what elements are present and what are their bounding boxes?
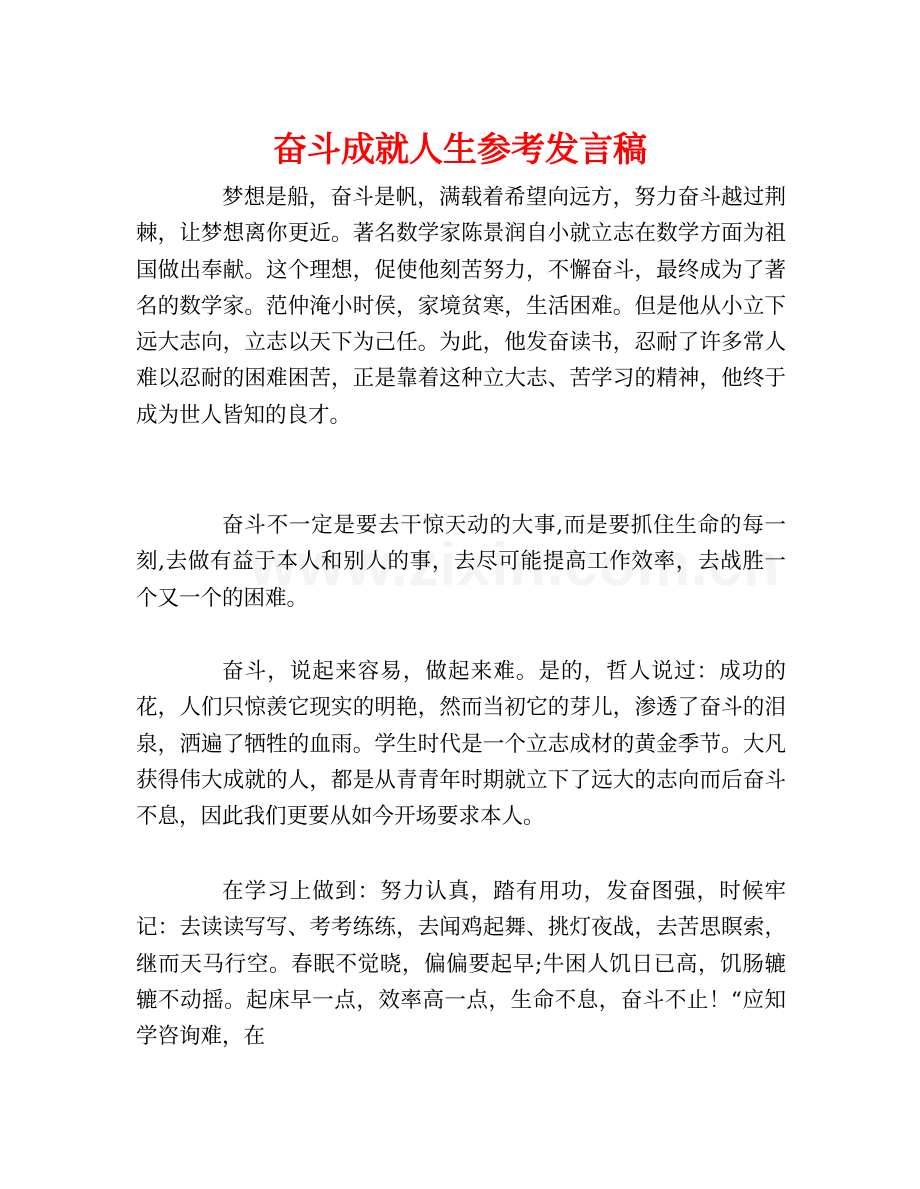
- document-title: 奋斗成就人生参考发言稿: [273, 130, 647, 170]
- paragraph-3: 奋斗，说起来容易，做起来难。是的，哲人说过：成功的花，人们只惊羡它现实的明艳，然而当初它的芽儿，渗透了奋斗的泪泉，洒遍了牺牲的血雨。学生时代是一个立志成材的黄金季节。大凡获得伟大成就的人，都是从青青年时期就立下了远大的志向而后奋斗不息，因此我们更要从如今开场要求本人。: [136, 659, 786, 830]
- paragraph-2: 奋斗不一定是要去干惊天动的大事,而是要抓住生命的每一刻,去做有益于本人和别人的事，去尽可能提高工作效率，去战胜一个又一个的困难。: [136, 513, 786, 611]
- paragraph-1: 梦想是船，奋斗是帆，满载着希望向远方，努力奋斗越过荆棘，让梦想离你更近。著名数学家陈景润自小就立志在数学方面为祖国做出奉献。这个理想，促使他刻苦努力，不懈奋斗，最终成为了著名的数学家。范仲淹小时侯，家境贫寒，生活困难。但是他从小立下远大志向，立志以天下为己任。为此，他发奋读书，忍耐了许多常人难以忍耐的困难困苦，正是靠着这种立大志、苦学习的精神，他终于成为世人皆知的良才。: [136, 185, 786, 428]
- paragraph-4: 在学习上做到：努力认真，踏有用功，发奋图强，时候牢记：去读读写写、考考练练，去闻鸡起舞、挑灯夜战，去苦思瞑索，继而天马行空。春眠不觉晓，偏偏要起早;牛困人饥日已高，饥肠辘辘不动摇。起床早一点，效率高一点，生命不息，奋斗不止！“应知学咨询难，在: [136, 879, 786, 1050]
